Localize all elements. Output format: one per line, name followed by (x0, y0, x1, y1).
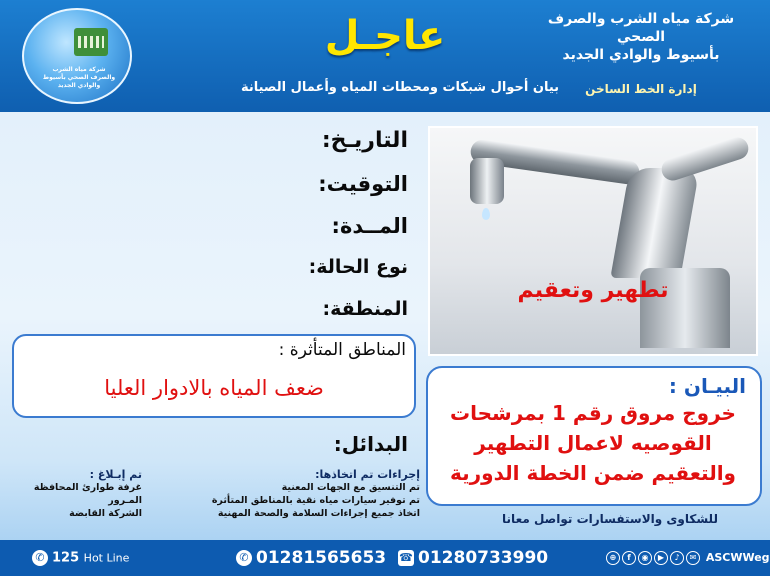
phone-contact[interactable] (398, 548, 548, 568)
statement-text: خروج مروق رقم 1 بمرشحات القوصيه لاعمال التطهير والتعقيم ضمن الخطة الدورية (449, 401, 736, 485)
area-label: المنطقة: (322, 298, 408, 320)
social-handle: ASCWWeg (705, 551, 770, 564)
whatsapp-number: 01281565653 (256, 548, 387, 568)
music-icon: ♪ (670, 551, 684, 565)
hotline-number: 125 (52, 550, 80, 566)
affected-areas-value: ضعف المياه بالادوار العليا (104, 376, 324, 400)
notified-item: الشركة القابضة (69, 508, 142, 519)
notified-item: غرفة طوارئ المحافظة (33, 482, 142, 493)
date-label: التاريـخ: (321, 128, 408, 153)
department-name: إدارة الخط الساخن (585, 82, 697, 96)
urgent-title: عاجـل (324, 13, 446, 59)
camera-icon: ◉ (638, 551, 652, 565)
whatsapp-contact[interactable] (236, 548, 386, 568)
notified-parties (12, 468, 142, 520)
action-item: تم التنسيق مع الجهات المعنية (281, 482, 420, 493)
faucet-body (610, 168, 699, 278)
water-drop-icon (482, 208, 490, 220)
whatsapp-icon: ✆ (32, 550, 48, 566)
phone-number: 01280733990 (418, 548, 549, 568)
actions-taken (150, 468, 420, 520)
time-label: التوقيت: (318, 172, 408, 196)
photo-caption: تطهير وتعقيم (517, 278, 669, 303)
action-item: اتخاذ جميع إجراءات السلامة والصحة المهنية (217, 508, 420, 519)
globe-icon: ⊕ (606, 551, 620, 565)
chat-icon: ✉ (686, 551, 700, 565)
social-links[interactable] (606, 551, 770, 565)
announcement-subtitle: بيان أحوال شبكات ومحطات المياه وأعمال الصيانة (240, 80, 560, 95)
affected-areas-label: المناطق المتأثرة : (278, 340, 406, 360)
hotline[interactable] (32, 550, 129, 566)
faucet-head (470, 158, 504, 204)
org-line-2: بأسيوط والوادي الجديد (562, 47, 720, 63)
logo-text: شركة مياه الشرب والصرف الصحي بأسيوط والوادي الجديد (42, 66, 116, 89)
organization-name (526, 10, 756, 98)
notified-title: تم إبـلاغ : (89, 468, 142, 481)
complaints-note: للشكاوى والاستفسارات تواصل معانا (502, 512, 718, 526)
duration-label: المــدة: (331, 214, 408, 238)
alternatives-label: البدائل: (333, 432, 408, 456)
whatsapp-icon: ✆ (236, 550, 252, 566)
hotline-label: Hot Line (83, 551, 130, 565)
building-icon (74, 28, 108, 56)
notified-item: المـرور (108, 495, 142, 506)
video-icon: ▶ (654, 551, 668, 565)
phone-icon: ☎ (399, 551, 413, 564)
company-logo (22, 8, 132, 104)
actions-title: إجراءات تم اتخاذها: (315, 468, 420, 481)
action-item: تم توفير سيارات مياه نقية بالمناطق المتأثرة (211, 495, 420, 506)
footer-bar (0, 540, 770, 576)
facebook-icon: f (622, 551, 636, 565)
org-line-1: شركة مياه الشرب والصرف الصحي (547, 11, 735, 45)
statement-label: البيـان : (668, 374, 746, 398)
status-type-label: نوع الحالة: (308, 256, 408, 278)
faucet-photo (428, 126, 758, 356)
affected-areas-box (12, 334, 416, 418)
statement-box (426, 366, 762, 506)
header-banner (0, 0, 770, 112)
faucet-lever (659, 135, 751, 184)
